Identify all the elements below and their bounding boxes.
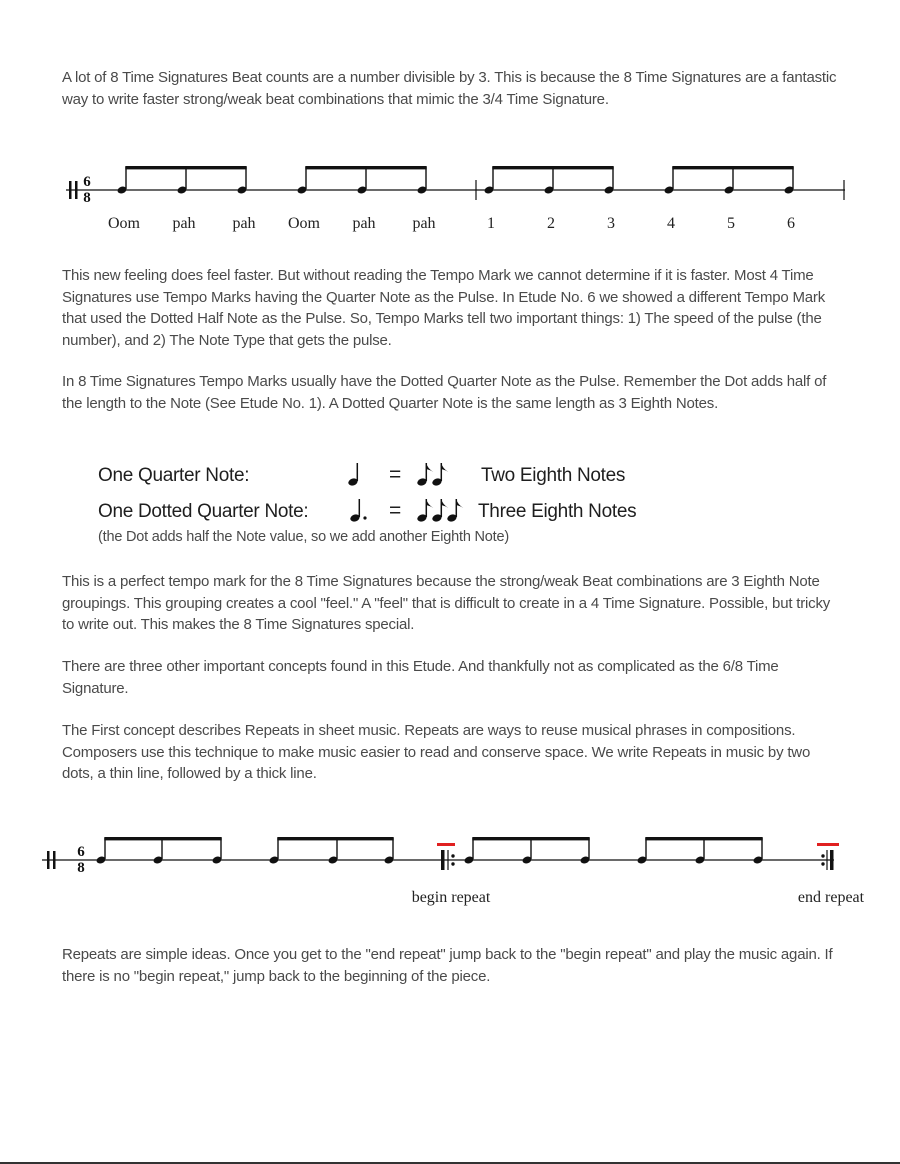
eighth-note: [784, 167, 795, 195]
eighth-note: [637, 838, 648, 865]
end-repeat-marker: [817, 843, 839, 846]
equivalence-quarter-result: Two Eighth Notes: [481, 465, 626, 486]
beam: [305, 166, 426, 169]
count-label: 1: [487, 215, 495, 232]
eighth-note: [724, 167, 735, 195]
count-label: Oom: [108, 215, 140, 232]
count-label: 5: [727, 215, 735, 232]
equivalence-quarter-equals: =: [389, 463, 401, 486]
equivalence-dotted-quarter-result: Three Eighth Notes: [478, 501, 637, 522]
staff2-timesig-top: 6: [77, 844, 85, 860]
end-repeat-label: end repeat: [797, 889, 865, 906]
beam: [472, 837, 589, 840]
eighth-note: [117, 167, 128, 195]
beam: [277, 837, 393, 840]
two-eighth-notes-icon: [415, 461, 455, 491]
eighth-note: [604, 167, 615, 195]
staff2-percussion-clef: [47, 851, 50, 869]
beam: [645, 837, 762, 840]
equivalence-dotted-quarter-label: One Dotted Quarter Note:: [98, 501, 309, 522]
eighth-note: [328, 838, 339, 865]
staff1-svg: [0, 150, 900, 250]
begin-repeat-marker: [437, 843, 455, 846]
equivalence-footnote: (the Dot adds half the Note value, so we add another Eighth Note): [98, 529, 509, 545]
eighth-note: [484, 167, 495, 195]
paragraph-tempo-feel: This is a perfect tempo mark for the 8 Time Signatures because the strong/weak Beat combinations are 3 Eighth Note groupings. This grouping creates a cool "feel." A "feel" that is difficult to create in a 4 Time Signature. Possible, but tricky to write out. This makes the 8 Time Signatures special.: [62, 573, 831, 633]
rhythm-staff-repeats: [0, 820, 900, 920]
staff1-timesig-top: 6: [83, 174, 91, 190]
begin-repeat-label: begin repeat: [411, 889, 491, 906]
quarter-note-icon: [346, 461, 366, 491]
count-label: 6: [787, 215, 795, 232]
eighth-note: [464, 838, 475, 865]
eighth-note: [544, 167, 555, 195]
staff2-svg: [0, 820, 900, 920]
equivalence-dotted-quarter-equals: =: [389, 499, 401, 522]
paragraph-intro: A lot of 8 Time Signatures Beat counts are a number divisible by 3. This is because the 8 Time Signatures are a fantastic way to write faster strong/weak beat combinations that mimic the 3/4 Time Signature.: [62, 69, 837, 108]
eighth-note: [212, 838, 223, 865]
count-label: pah: [232, 215, 256, 232]
eighth-note: [177, 167, 188, 195]
staff1-timesig-bottom: 8: [83, 190, 91, 206]
eighth-note: [753, 838, 764, 865]
eighth-note: [580, 838, 591, 865]
equivalence-quarter-label: One Quarter Note:: [98, 465, 250, 486]
count-label: pah: [172, 215, 196, 232]
eighth-note: [297, 167, 308, 195]
paragraph-repeats: The First concept describes Repeats in sheet music. Repeats are ways to reuse musical phrases in compositions. Composers use this technique to make music easier to read and conserve space. We write Repeats in music by two dots, a thin line, followed by a thick line.: [62, 722, 811, 782]
rhythm-staff-counts: [0, 150, 900, 250]
staff2-timesig-bottom: 8: [77, 860, 85, 876]
eighth-note: [96, 838, 107, 865]
paragraph-repeats-explained: Repeats are simple ideas. Once you get to the "end repeat" jump back to the "begin repeat" and play the music again. If there is no "begin repeat," jump back to the beginning of the piece.: [62, 946, 833, 985]
count-label: 4: [667, 215, 675, 232]
count-label: 3: [607, 215, 615, 232]
paragraph-tempo-marks: This new feeling does feel faster. But without reading the Tempo Mark we cannot determine if it is faster. Most 4 Time Signatures use Tempo Marks having the Quarter Note as the Pulse. In Etude No. 6 we showed a different Tempo Mark that used the Dotted Half Note as the Pulse. So, Tempo Marks tell two important things: 1) The speed of the pulse (the number), and 2) The Note Type that gets the pulse.: [62, 267, 826, 349]
eighth-note: [384, 838, 395, 865]
count-label: pah: [352, 215, 376, 232]
three-eighth-notes-icon: [415, 497, 469, 527]
count-label: pah: [412, 215, 436, 232]
beam: [492, 166, 613, 169]
eighth-note: [664, 167, 675, 195]
beam: [125, 166, 246, 169]
count-label: Oom: [288, 215, 320, 232]
eighth-note: [522, 838, 533, 865]
beam: [672, 166, 793, 169]
staff1-counts: [108, 215, 795, 232]
staff1-percussion-clef: [69, 181, 72, 199]
count-label: 2: [547, 215, 555, 232]
eighth-note: [153, 838, 164, 865]
eighth-note: [269, 838, 280, 865]
paragraph-dotted-quarter: In 8 Time Signatures Tempo Marks usually have the Dotted Quarter Note as the Pulse. Remember the Dot adds half of the length to the Note (See Etude No. 1). A Dotted Quarter Note is the same length as 3 Eighth Notes.: [62, 373, 827, 412]
dotted-quarter-note-icon: [348, 497, 374, 527]
eighth-note: [417, 167, 428, 195]
eighth-note: [357, 167, 368, 195]
paragraph-three-concepts: There are three other important concepts found in this Etude. And thankfully not as complicated as the 6/8 Time Signature.: [62, 658, 779, 697]
eighth-note: [237, 167, 248, 195]
beam: [104, 837, 221, 840]
eighth-note: [695, 838, 706, 865]
